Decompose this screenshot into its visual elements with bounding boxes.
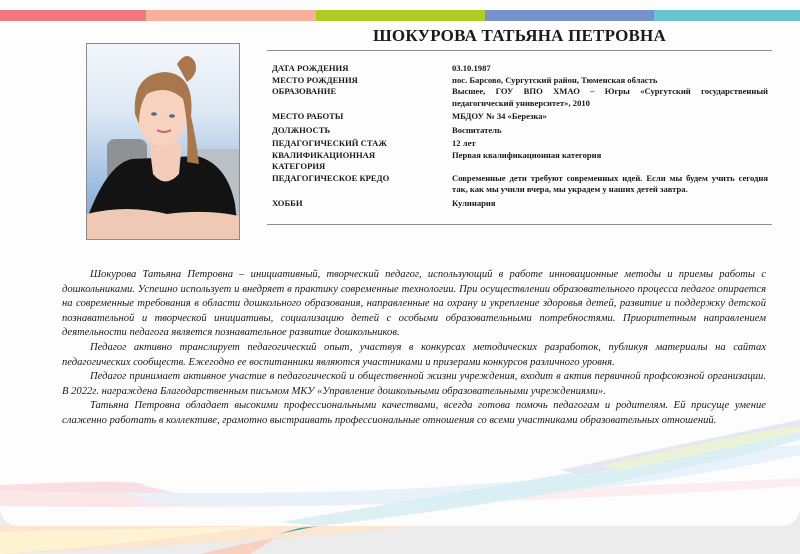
profile-info-table (272, 63, 768, 209)
info-value: Кулинария (452, 197, 496, 208)
info-label: МЕСТО РАБОТЫ (272, 111, 344, 121)
color-segment-teal (654, 10, 800, 21)
info-row-experience (272, 138, 768, 150)
info-label: КВАЛИФИКАЦИОННАЯ КАТЕГОРИЯ (272, 149, 376, 171)
info-value: Воспитатель (452, 124, 502, 135)
info-row-qualification (272, 150, 768, 173)
info-row-hobby (272, 198, 768, 210)
color-segment-pink (0, 10, 146, 21)
color-segment-green (316, 10, 485, 21)
info-label: ХОББИ (272, 197, 303, 208)
info-value: 03.10.1987 (452, 63, 491, 73)
person-portrait-illustration (87, 44, 239, 239)
info-value: Высшее, ГОУ ВПО ХМАО – Югры «Сургутский государственный педагогический университет», 2010 (452, 86, 768, 108)
info-label: ПЕДАГОГИЧЕСКИЙ СТАЖ (272, 138, 387, 148)
bio-paragraph: Педагог активно транслирует педагогический опыт, участвуя в конкурсах методических разработок, публикуя материалы на сайтах педагогических сообществ. Ежегодно ее воспитанники являются участниками и призерами конкурсов различного уровня. (62, 341, 766, 368)
info-value: пос. Барсово, Сургутский район, Тюменская область (452, 74, 658, 85)
info-value: МБДОУ № 34 «Березка» (452, 111, 547, 121)
table-bottom-divider (267, 224, 772, 225)
bio-paragraph: Педагог принимает активное участие в педагогической и общественной жизни учреждения, входит в актив первичной профсоюзной организации. В 2022г. награждена Благодарственным письмом МКУ «Управление дошкольными образовательными учреждениями». (62, 371, 766, 397)
title-divider (267, 50, 772, 51)
info-row-birth-date (272, 63, 768, 75)
info-value: Первая квалификационная категория (452, 149, 602, 160)
biography-text (62, 268, 766, 429)
info-label: ОБРАЗОВАНИЕ (272, 86, 337, 96)
info-row-birth-place (272, 75, 768, 87)
info-row-workplace (272, 111, 768, 123)
info-row-position (272, 125, 768, 137)
profile-photo (86, 43, 240, 240)
info-row-credo (272, 173, 768, 196)
bio-paragraph: Татьяна Петровна обладает высокими профессиональными качествами, всегда готова помочь педагогам и родителям. Ей присуще умение слаженно работать в коллективе, грамотно выстраивать профессиональные отношения со всеми участниками образовательных отношений. (62, 400, 766, 426)
info-label: ДАТА РОЖДЕНИЯ (272, 63, 349, 73)
top-color-bar (0, 10, 800, 21)
color-segment-peach (146, 10, 316, 21)
info-label: ДОЛЖНОСТЬ (272, 124, 331, 135)
info-value: Современные дети требуют современных идей. Если мы будем учить сегодня так, как мы учили вчера, мы украдем у наших детей завтра. (452, 172, 768, 194)
page-title: ШОКУРОВА ТАТЬЯНА ПЕТРОВНА (373, 26, 666, 45)
info-label: МЕСТО РОЖДЕНИЯ (272, 74, 358, 85)
info-row-education (272, 86, 768, 109)
info-label: ПЕДАГОГИЧЕСКОЕ КРЕДО (272, 172, 390, 183)
color-segment-blue (485, 10, 654, 21)
bio-paragraph: Шокурова Татьяна Петровна – инициативный, творческий педагог, использующий в работе инновационные методы и приемы работы с дошкольниками. Успешно использует и внедряет в практику современные технологии. При осуществлении образовательного процесса педагог опирается на современные требования в области дошкольного образования, направленные на охрану и укрепление здоровья детей, развитие и поддержку детской познавательной и творческой инициативы, социализацию детей с особыми образовательными потребностями. Приоритетным направлением деятельности педагога является познавательное развитие дошкольников. (62, 269, 766, 339)
info-value: 12 лет (452, 138, 476, 148)
